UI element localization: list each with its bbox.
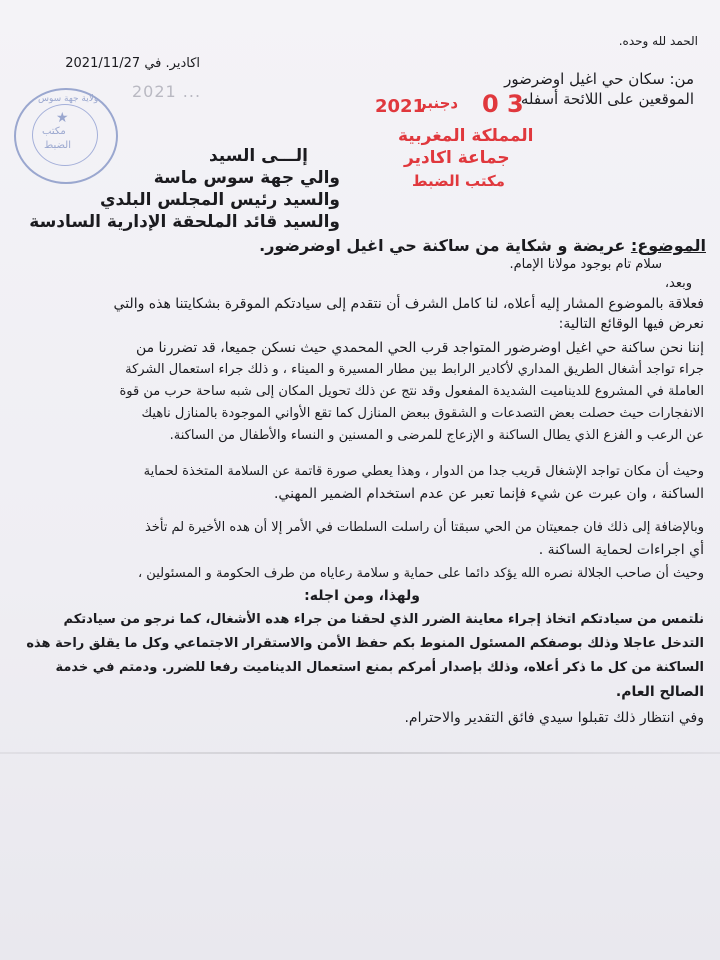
blue-round-stamp bbox=[14, 88, 118, 184]
stamp-day: 0 3 bbox=[482, 90, 524, 118]
paper-fold bbox=[0, 752, 720, 754]
subject bbox=[259, 236, 706, 255]
p1-line-1: فعلاقة بالموضوع المشار إليه أعلاه، لنا كامل الشرف أن نتقدم إلى سيادتكم الموقرة بشكايتنا هذه والتي bbox=[113, 296, 704, 312]
recipient-line-1: إلـــى السيد bbox=[208, 146, 308, 166]
p6-line: ولهذا، ومن اجله: bbox=[304, 588, 420, 604]
recipient-line-2: والي جهة سوس ماسة bbox=[153, 168, 340, 188]
subject-label: الموضوع: bbox=[630, 236, 706, 255]
sender-line-1: من: سكان حي اغيل اوضرضور bbox=[504, 70, 694, 88]
star-icon: ★ bbox=[56, 110, 69, 126]
recipient-line-4: والسيد قائد الملحقة الإدارية السادسة bbox=[29, 212, 340, 232]
stamp-office: مكتب الضبط bbox=[412, 172, 505, 190]
recipient-line-3: والسيد رئيس المجلس البلدي bbox=[99, 190, 340, 210]
stamp-kingdom: المملكة المغربية bbox=[398, 126, 534, 146]
greeting-baad: وبعد، bbox=[664, 276, 692, 291]
closing-line: وفي انتظار ذلك تقبلوا سيدي فائق التقدير والاحترام. bbox=[404, 710, 704, 726]
p1-line-2: نعرض فيها الوقائع التالية: bbox=[558, 316, 704, 332]
p3-line-1: وحيث أن مكان تواجد الإشغال قريب جدا من الدوار ، وهذا يعطي صورة قاتمة عن السلامة المتخذة لحماية bbox=[143, 464, 704, 479]
p2-line-2: جراء تواجد أشغال الطريق المداري لأكادير الرابط بين مطار المسيرة و الميناء ، و ذلك جراء استعمال الشركة bbox=[125, 362, 704, 377]
blue-stamp-line-2: الضبط bbox=[44, 140, 72, 151]
faded-date-stamp: 2021 ... bbox=[132, 82, 202, 101]
blue-stamp-line-1: مكتب bbox=[42, 126, 66, 137]
p5-line: وحيث أن صاحب الجلالة نصره الله يؤكد دائما على حماية و سلامة رعاياه من طرف الحكومة و المسئولين ، bbox=[137, 566, 704, 581]
basmala: الحمد لله وحده. bbox=[618, 34, 698, 48]
p7-line-2: التدخل عاجلا وذلك بوصفكم المسئول المنوط بكم حفظ الأمن والاستقرار الاجتماعي وكل ما يقلق راحة هذه bbox=[26, 636, 704, 651]
greeting-salam: سلام تام بوجود مولانا الإمام. bbox=[509, 257, 662, 272]
p4-line-1: وبالإضافة إلى ذلك فان جمعيتان من الحي سبقتا أن راسلت السلطات في الأمر إلا أن هده الأخيرة لم تأخذ bbox=[144, 520, 704, 535]
stamp-year: 2021 bbox=[375, 96, 426, 117]
p2-line-5: عن الرعب و الفزع الذي يطال الساكنة و الإزعاج للمرضى و المسنين و النساء والأطفال من الساكنة. bbox=[169, 428, 704, 443]
p2-line-4: الانفجارات حيث حصلت بعض التصدعات و الشقوق ببعض المنازل كما تقع الأواني الموجودة بالمنازل ناهيك bbox=[141, 406, 704, 421]
p4-line-2: أي اجراءات لحماية الساكنة . bbox=[538, 542, 704, 558]
p7-line-1: نلتمس من سيادتكم اتخاذ إجراء معاينة الضرر الذي لحقنا من جراء هده الأشغال، كما نرجو من سيادتكم bbox=[63, 612, 704, 627]
place-date: اكادير. في 2021/11/27 bbox=[65, 56, 200, 71]
p2-line-1: إننا نحن ساكنة حي اغيل اوضرضور المتواجد قرب الحي المحمدي حيث نسكن جميعا، قد تضررنا من bbox=[135, 340, 704, 356]
p2-line-3: العاملة في المشروع للديناميت الشديدة المفعول وقد نتج عن ذلك تحويل المكان إلى شبه ساحة حرب من قوة bbox=[119, 384, 704, 399]
p7-line-3: الساكنة من كل ما ذكر أعلاه، وذلك بإصدار أمركم بمنع استعمال الديناميت رفعا للضرر. ودمتم في خدمة bbox=[55, 660, 704, 675]
p3-line-2: الساكنة ، وان عبرت عن شيء فإنما تعبر عن عدم استخدام الضمير المهني. bbox=[273, 486, 704, 502]
blue-stamp-top: ولاية جهة سوس bbox=[38, 94, 99, 104]
p7-line-4: الصالح العام. bbox=[615, 684, 704, 700]
stamp-commune: جماعة اكادير bbox=[404, 148, 510, 168]
stamp-month: دجنبر bbox=[418, 94, 459, 112]
sender-line-2: الموقعين على اللائحة أسفله bbox=[520, 90, 694, 108]
subject-text: عريضة و شكاية من ساكنة حي اغيل اوضرضور. bbox=[259, 236, 626, 255]
